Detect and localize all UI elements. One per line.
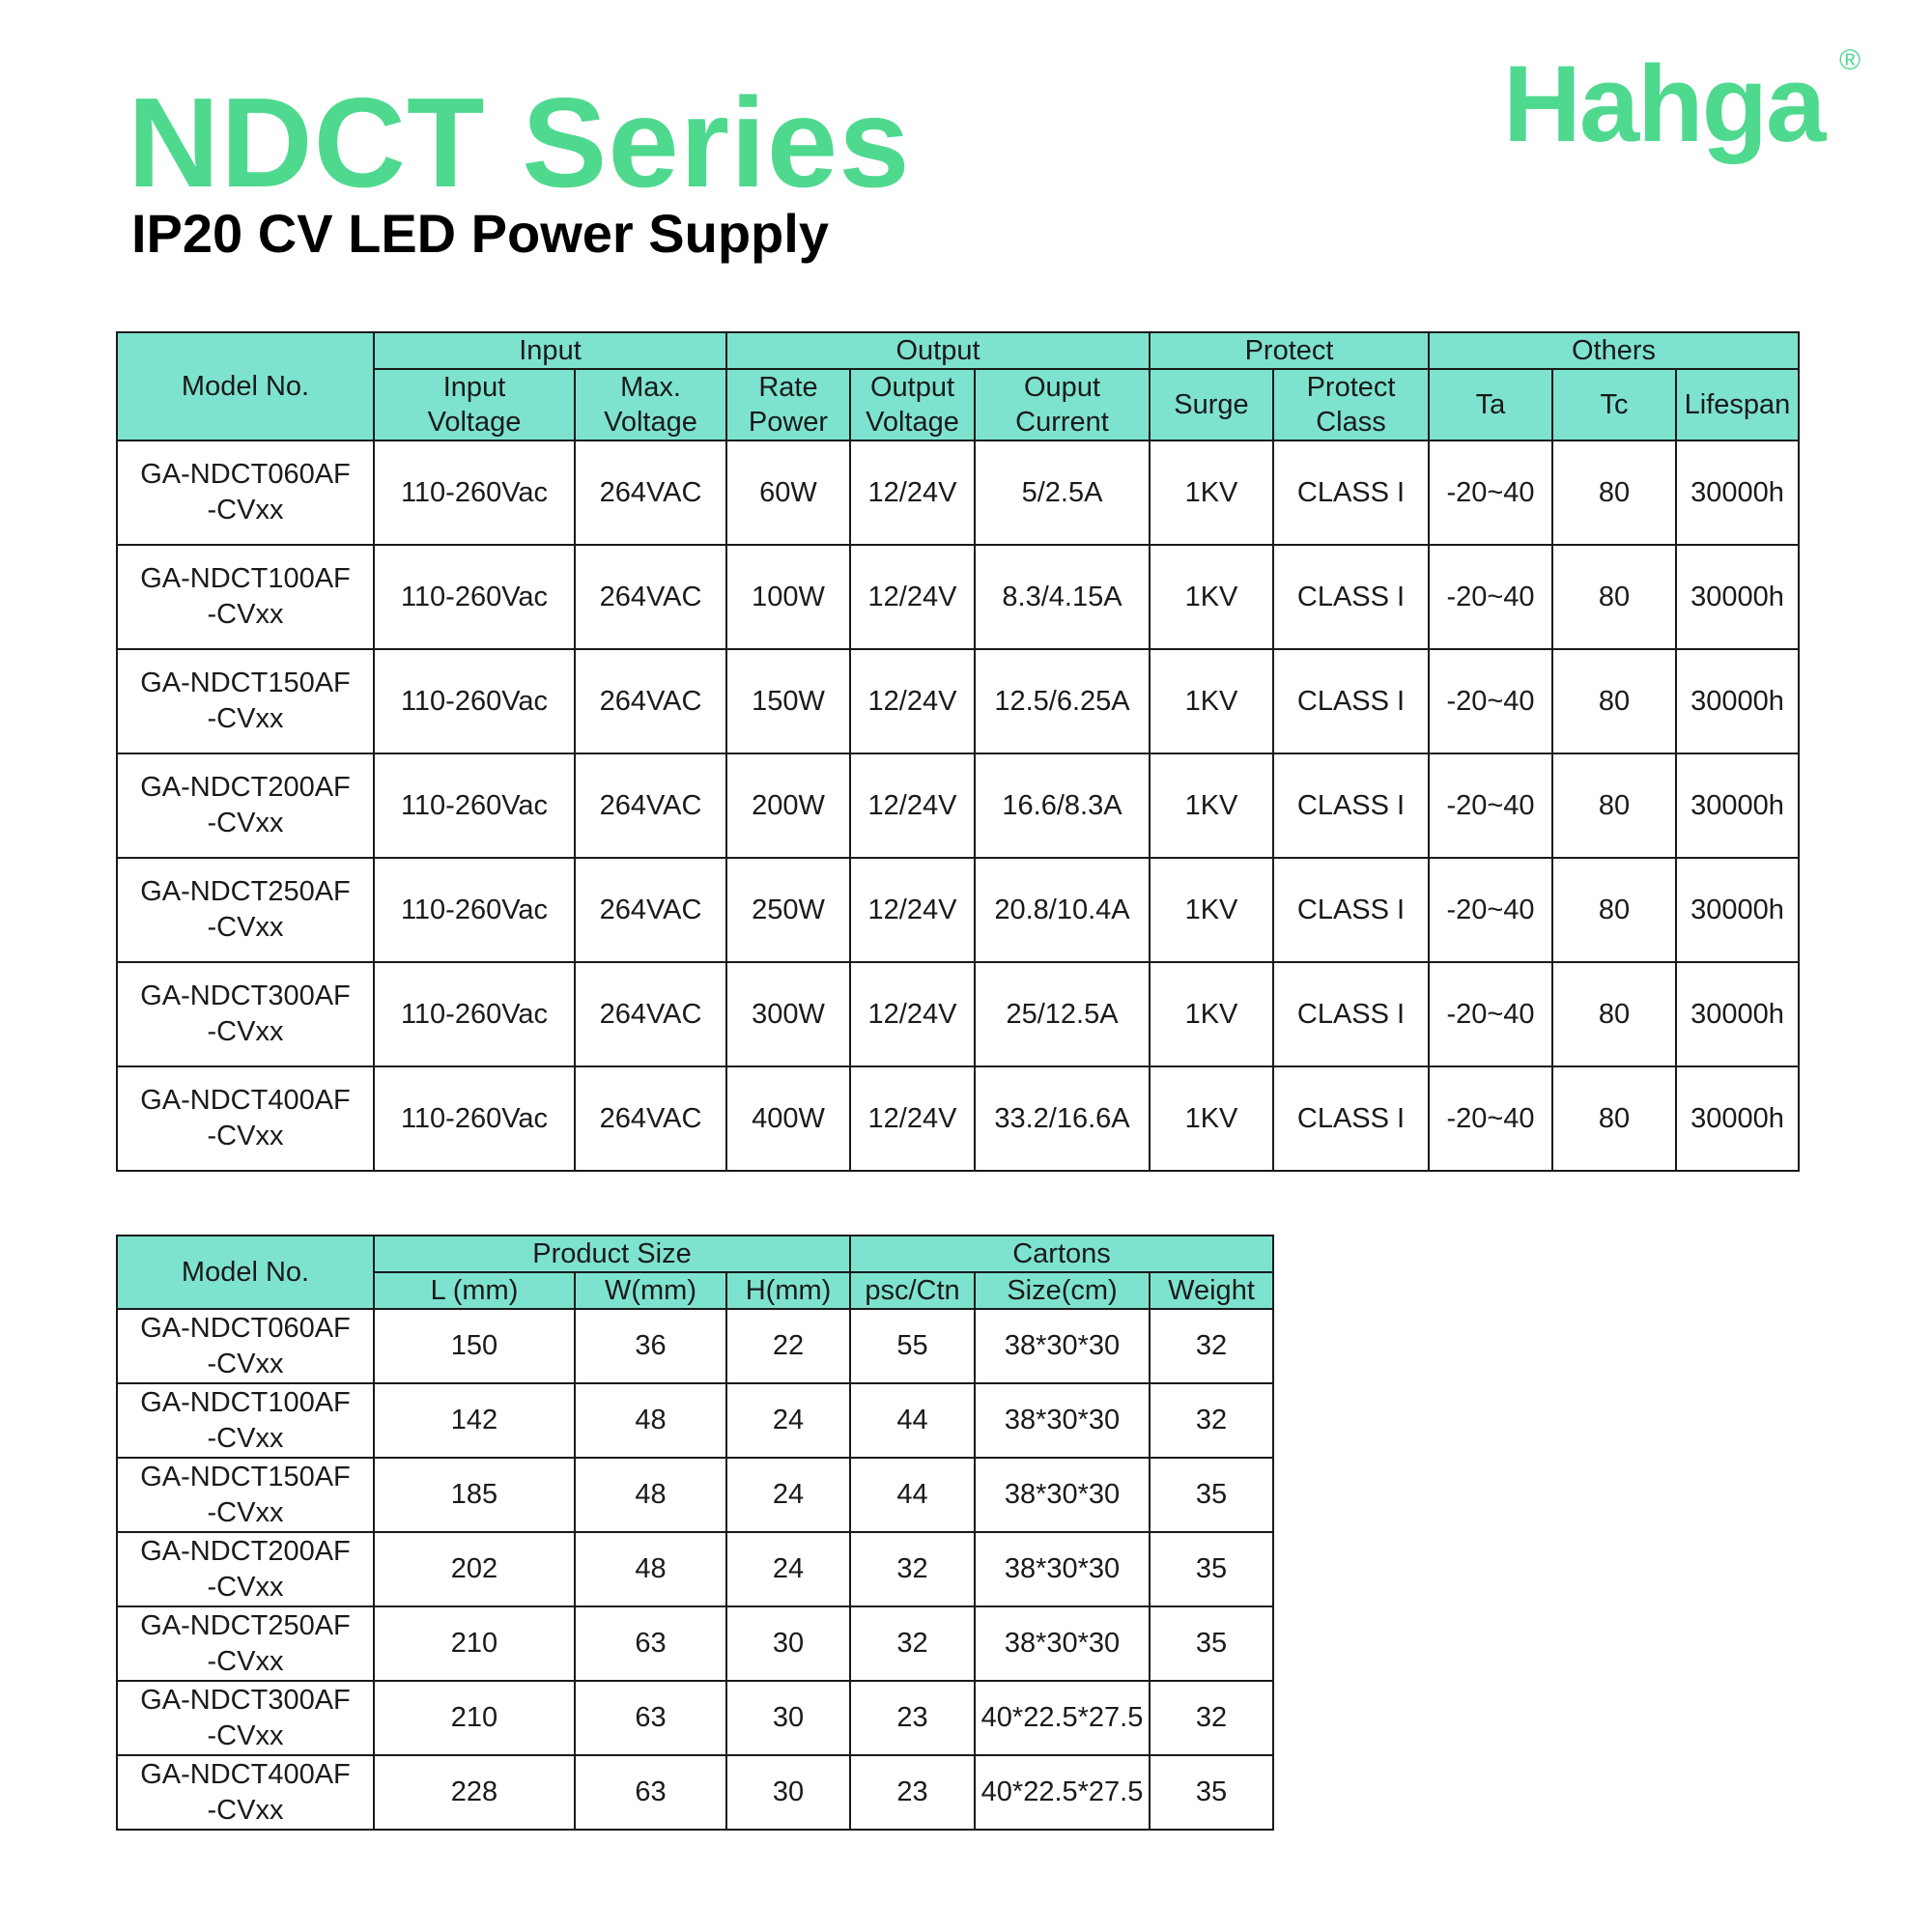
table-row: [117, 440, 1799, 545]
table-cell: 30000h: [1676, 440, 1799, 545]
column-header: [850, 369, 975, 440]
column-header-line: Voltage: [604, 407, 697, 438]
size-table-body: [117, 1309, 1273, 1830]
table-cell: 150: [374, 1309, 575, 1383]
column-header: [1273, 369, 1429, 440]
table-cell: 264VAC: [575, 1066, 726, 1171]
column-header: Weight: [1150, 1272, 1273, 1309]
column-header: Size(cm): [975, 1272, 1150, 1309]
table-cell: 264VAC: [575, 440, 726, 545]
registered-mark-icon: ®: [1839, 44, 1861, 76]
table-cell: 264VAC: [575, 858, 726, 962]
table-cell: -20~40: [1429, 440, 1552, 545]
table-cell: -20~40: [1429, 962, 1552, 1066]
table-row: [117, 1309, 1273, 1383]
table-cell: 32: [850, 1606, 975, 1681]
table-cell: 110-260Vac: [374, 753, 575, 858]
table-row: [117, 1383, 1273, 1458]
table-row: [117, 1532, 1273, 1606]
column-header: Surge: [1150, 369, 1273, 440]
table-cell: 30000h: [1676, 962, 1799, 1066]
column-header: W(mm): [575, 1272, 726, 1309]
model-line: -CVxx: [207, 1016, 284, 1047]
model-cell: [117, 545, 374, 649]
table-cell: 63: [575, 1681, 726, 1755]
table-cell: 32: [1150, 1383, 1273, 1458]
table-cell: 185: [374, 1458, 575, 1532]
column-header-line: Protect: [1306, 372, 1396, 403]
table-cell: 110-260Vac: [374, 545, 575, 649]
page-subtitle: IP20 CV LED Power Supply: [131, 203, 829, 264]
table-cell: 22: [726, 1309, 850, 1383]
table-cell: 1KV: [1150, 962, 1273, 1066]
table-cell: 110-260Vac: [374, 649, 575, 753]
table-cell: 150W: [726, 649, 850, 753]
table-cell: 40*22.5*27.5: [975, 1681, 1150, 1755]
model-line: -CVxx: [207, 1348, 284, 1379]
table-cell: 30000h: [1676, 649, 1799, 753]
model-line: -CVxx: [207, 1719, 284, 1751]
table-cell: 250W: [726, 858, 850, 962]
column-header: psc/Ctn: [850, 1272, 975, 1309]
model-cell: [117, 1532, 374, 1606]
table-cell: 48: [575, 1458, 726, 1532]
table-cell: -20~40: [1429, 649, 1552, 753]
table-cell: 32: [1150, 1681, 1273, 1755]
table-row: [117, 649, 1799, 753]
table-cell: 23: [850, 1755, 975, 1830]
column-header: [975, 369, 1150, 440]
table-cell: 35: [1150, 1755, 1273, 1830]
table-cell: 25/12.5A: [975, 962, 1150, 1066]
column-header: [374, 369, 575, 440]
table-cell: 80: [1552, 649, 1676, 753]
table-row: [117, 1606, 1273, 1681]
table-cell: 38*30*30: [975, 1458, 1150, 1532]
spec-table-body: [117, 440, 1799, 1171]
table-cell: 210: [374, 1681, 575, 1755]
table-cell: 32: [850, 1532, 975, 1606]
table-cell: 35: [1150, 1606, 1273, 1681]
table-row: [117, 1755, 1273, 1830]
model-line: -CVxx: [207, 703, 284, 734]
table-cell: 38*30*30: [975, 1532, 1150, 1606]
table-cell: CLASS I: [1273, 962, 1429, 1066]
table-cell: 20.8/10.4A: [975, 858, 1150, 962]
table-cell: 228: [374, 1755, 575, 1830]
table-cell: 30: [726, 1681, 850, 1755]
table-cell: 24: [726, 1532, 850, 1606]
group-header-output: Output: [726, 332, 1150, 369]
table-cell: 38*30*30: [975, 1309, 1150, 1383]
table-row: [117, 545, 1799, 649]
column-header-line: Max.: [620, 372, 681, 403]
table-cell: 1KV: [1150, 440, 1273, 545]
table-row: [117, 1066, 1799, 1171]
table-cell: 12/24V: [850, 1066, 975, 1171]
table-cell: 35: [1150, 1532, 1273, 1606]
model-cell: [117, 962, 374, 1066]
column-header-line: Voltage: [427, 407, 522, 438]
table-cell: 1KV: [1150, 649, 1273, 753]
table-cell: 12.5/6.25A: [975, 649, 1150, 753]
model-line: -CVxx: [207, 1422, 284, 1454]
model-line: GA-NDCT200AF: [140, 1535, 351, 1567]
group-header-protect: Protect: [1150, 332, 1429, 369]
model-cell: [117, 858, 374, 962]
table-cell: 8.3/4.15A: [975, 545, 1150, 649]
table-cell: 63: [575, 1755, 726, 1830]
table-cell: CLASS I: [1273, 545, 1429, 649]
table-cell: 264VAC: [575, 649, 726, 753]
table-cell: CLASS I: [1273, 753, 1429, 858]
table-cell: 300W: [726, 962, 850, 1066]
model-line: GA-NDCT060AF: [140, 1312, 351, 1344]
model-cell: [117, 753, 374, 858]
table-cell: 80: [1552, 1066, 1676, 1171]
table-cell: CLASS I: [1273, 440, 1429, 545]
table-cell: 32: [1150, 1309, 1273, 1383]
table-cell: 30000h: [1676, 753, 1799, 858]
table-cell: 142: [374, 1383, 575, 1458]
column-header: H(mm): [726, 1272, 850, 1309]
brand-logo: Hahga: [1503, 43, 1825, 164]
page-title: NDCT Series: [128, 71, 911, 213]
table-cell: 48: [575, 1532, 726, 1606]
model-cell: [117, 1066, 374, 1171]
table-cell: CLASS I: [1273, 1066, 1429, 1171]
table-cell: 30000h: [1676, 545, 1799, 649]
group-header-input: Input: [374, 332, 726, 369]
table-cell: 12/24V: [850, 753, 975, 858]
table-cell: 24: [726, 1458, 850, 1532]
model-line: -CVxx: [207, 1571, 284, 1603]
model-cell: [117, 1309, 374, 1383]
table-cell: 12/24V: [850, 858, 975, 962]
size-table: [116, 1235, 1274, 1831]
table-cell: 40*22.5*27.5: [975, 1755, 1150, 1830]
table-cell: -20~40: [1429, 858, 1552, 962]
model-cell: [117, 1755, 374, 1830]
table-cell: 63: [575, 1606, 726, 1681]
model-line: -CVxx: [207, 808, 284, 838]
column-header-line: Ouput: [1024, 372, 1100, 403]
model-cell: [117, 1383, 374, 1458]
model-line: -CVxx: [207, 912, 284, 943]
table-cell: 80: [1552, 858, 1676, 962]
model-cell: [117, 1681, 374, 1755]
table-cell: 1KV: [1150, 545, 1273, 649]
model-line: GA-NDCT060AF: [140, 459, 351, 490]
model-header: Model No.: [117, 332, 374, 440]
model-line: GA-NDCT200AF: [140, 772, 351, 803]
table-cell: CLASS I: [1273, 649, 1429, 753]
column-header-line: Power: [748, 407, 829, 438]
table-cell: 44: [850, 1383, 975, 1458]
table-cell: 44: [850, 1458, 975, 1532]
table-cell: 23: [850, 1681, 975, 1755]
table-row: [117, 753, 1799, 858]
column-header-line: Rate: [758, 372, 818, 403]
model-line: -CVxx: [207, 1121, 284, 1151]
table-cell: 80: [1552, 440, 1676, 545]
table-cell: 36: [575, 1309, 726, 1383]
model-line: GA-NDCT100AF: [140, 563, 351, 594]
table-cell: 5/2.5A: [975, 440, 1150, 545]
table-cell: 30: [726, 1606, 850, 1681]
column-header-line: Current: [1015, 407, 1109, 438]
table-cell: -20~40: [1429, 1066, 1552, 1171]
table-cell: 12/24V: [850, 440, 975, 545]
table-cell: 110-260Vac: [374, 440, 575, 545]
table-cell: 210: [374, 1606, 575, 1681]
table-cell: 35: [1150, 1458, 1273, 1532]
table-cell: 24: [726, 1383, 850, 1458]
model-header: Model No.: [117, 1236, 374, 1309]
model-line: GA-NDCT400AF: [140, 1085, 351, 1116]
table-cell: 12/24V: [850, 649, 975, 753]
model-cell: [117, 1458, 374, 1532]
model-cell: [117, 440, 374, 545]
model-line: -CVxx: [207, 1645, 284, 1677]
model-line: -CVxx: [207, 1496, 284, 1528]
spec-table: [116, 331, 1800, 1172]
table-cell: 30000h: [1676, 1066, 1799, 1171]
table-cell: 400W: [726, 1066, 850, 1171]
column-header-line: Class: [1316, 407, 1386, 438]
model-line: GA-NDCT100AF: [140, 1386, 351, 1418]
table-cell: 110-260Vac: [374, 962, 575, 1066]
model-line: GA-NDCT300AF: [140, 980, 351, 1011]
table-cell: 202: [374, 1532, 575, 1606]
table-cell: 110-260Vac: [374, 1066, 575, 1171]
table-cell: 48: [575, 1383, 726, 1458]
table-cell: 55: [850, 1309, 975, 1383]
table-row: [117, 962, 1799, 1066]
model-cell: [117, 649, 374, 753]
table-row: [117, 1458, 1273, 1532]
table-cell: 80: [1552, 545, 1676, 649]
table-row: [117, 1681, 1273, 1755]
column-header: [726, 369, 850, 440]
model-line: -CVxx: [207, 495, 284, 526]
group-header-others: Others: [1429, 332, 1799, 369]
table-cell: 264VAC: [575, 753, 726, 858]
table-cell: 16.6/8.3A: [975, 753, 1150, 858]
column-header-line: Voltage: [866, 407, 959, 438]
table-cell: 12/24V: [850, 545, 975, 649]
table-cell: 110-260Vac: [374, 858, 575, 962]
column-header: [575, 369, 726, 440]
model-line: -CVxx: [207, 599, 284, 630]
table-cell: 12/24V: [850, 962, 975, 1066]
column-header: Lifespan: [1676, 369, 1799, 440]
table-cell: 1KV: [1150, 858, 1273, 962]
model-line: GA-NDCT250AF: [140, 1609, 351, 1641]
model-line: -CVxx: [207, 1794, 284, 1826]
table-cell: 60W: [726, 440, 850, 545]
model-line: GA-NDCT300AF: [140, 1684, 351, 1716]
model-line: GA-NDCT250AF: [140, 876, 351, 907]
column-header: L (mm): [374, 1272, 575, 1309]
model-cell: [117, 1606, 374, 1681]
table-cell: 80: [1552, 962, 1676, 1066]
table-cell: -20~40: [1429, 753, 1552, 858]
group-header-product-size: Product Size: [374, 1236, 850, 1272]
table-cell: -20~40: [1429, 545, 1552, 649]
table-cell: 38*30*30: [975, 1606, 1150, 1681]
table-cell: 264VAC: [575, 962, 726, 1066]
model-line: GA-NDCT150AF: [140, 668, 351, 698]
column-header-line: Output: [869, 372, 955, 403]
model-line: GA-NDCT400AF: [140, 1758, 351, 1790]
table-cell: 1KV: [1150, 1066, 1273, 1171]
table-cell: 200W: [726, 753, 850, 858]
table-cell: 30: [726, 1755, 850, 1830]
column-header: Ta: [1429, 369, 1552, 440]
table-cell: 1KV: [1150, 753, 1273, 858]
column-header: Tc: [1552, 369, 1676, 440]
table-cell: 30000h: [1676, 858, 1799, 962]
column-header-line: Input: [442, 372, 506, 403]
table-row: [117, 858, 1799, 962]
model-line: GA-NDCT150AF: [140, 1461, 351, 1492]
table-cell: 38*30*30: [975, 1383, 1150, 1458]
table-cell: 264VAC: [575, 545, 726, 649]
table-cell: 80: [1552, 753, 1676, 858]
table-cell: 100W: [726, 545, 850, 649]
table-cell: 33.2/16.6A: [975, 1066, 1150, 1171]
group-header-cartons: Cartons: [850, 1236, 1273, 1272]
table-cell: CLASS I: [1273, 858, 1429, 962]
